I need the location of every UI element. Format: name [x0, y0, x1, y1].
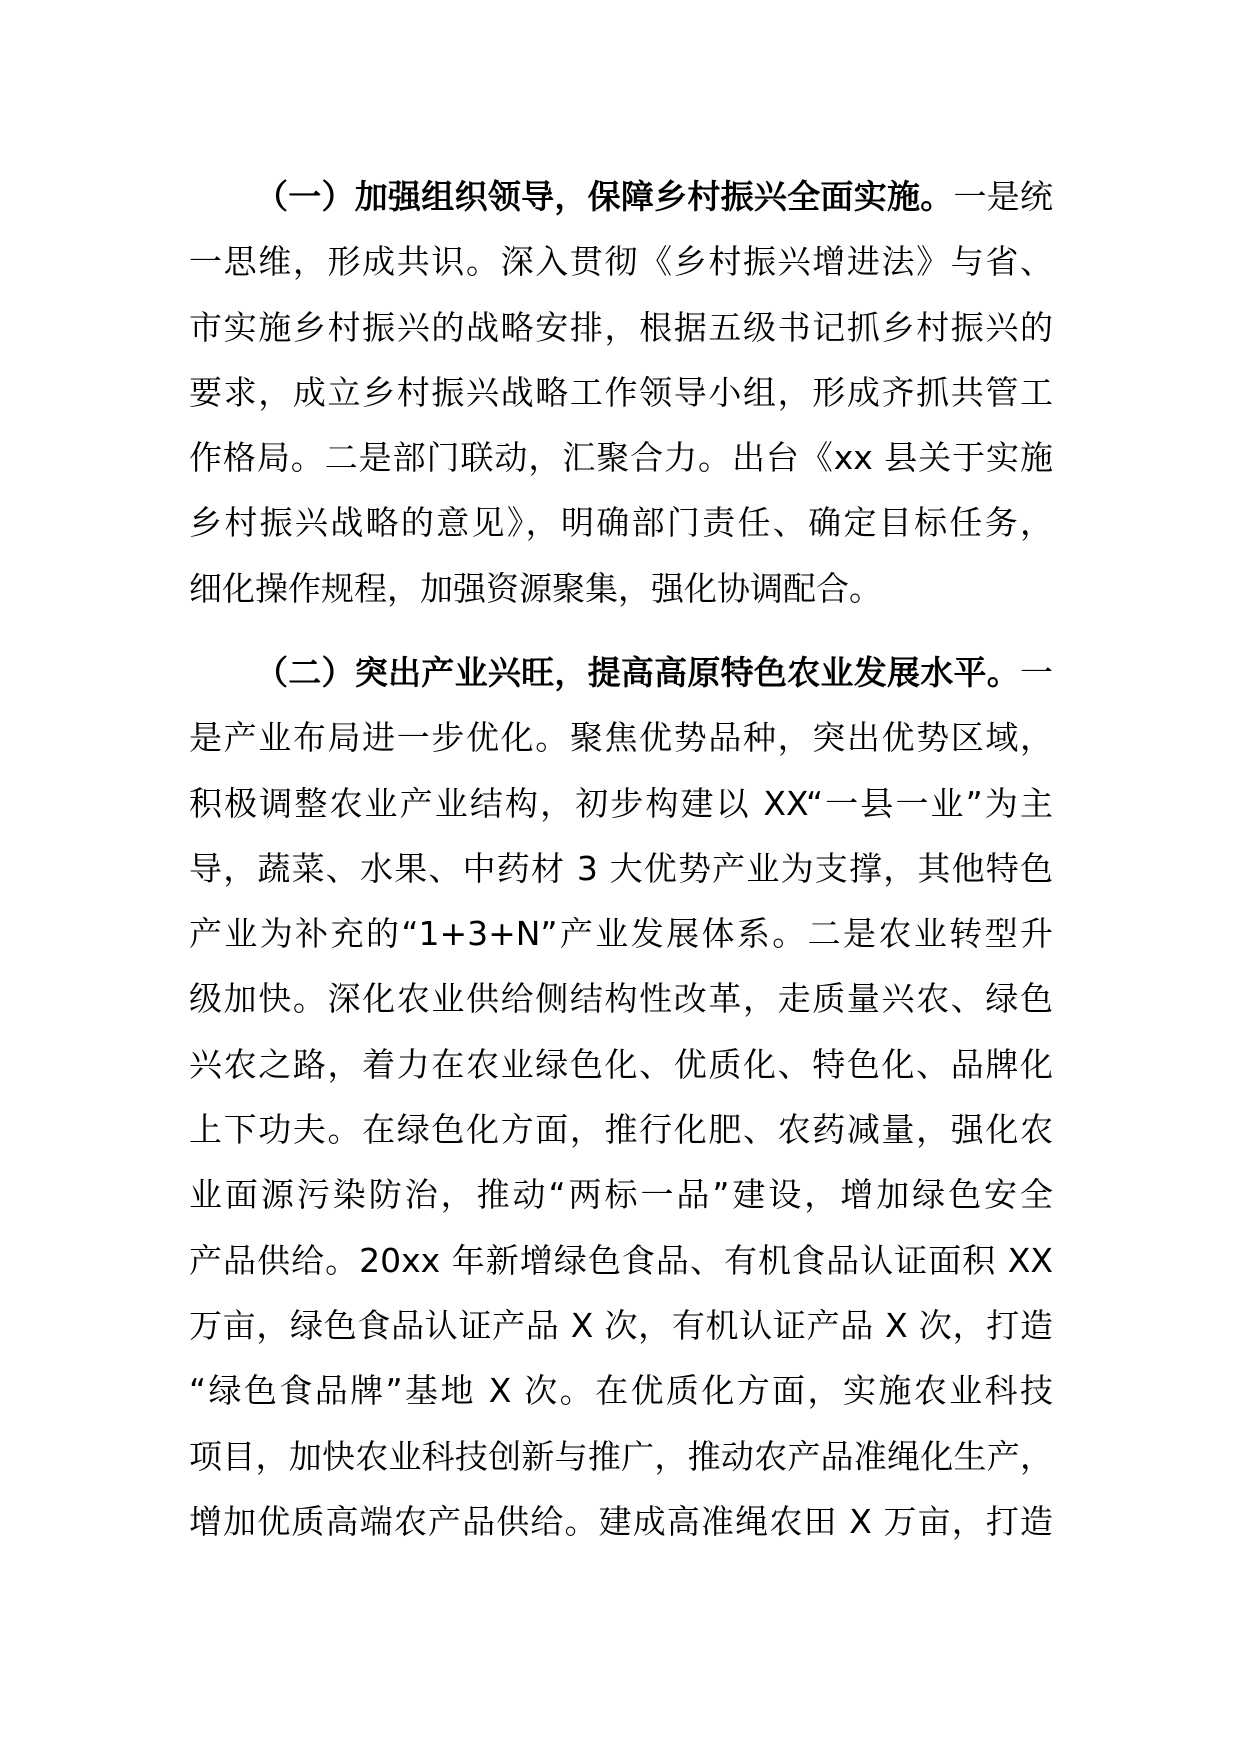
section-heading: （一）加强组织领导，保障乡村振兴全面实施。 [255, 177, 954, 216]
section-1-paragraph [189, 164, 1053, 621]
text-line: 要求，成立乡村振兴战略工作领导小组，形成齐抓共管工 [189, 372, 1053, 412]
text-line: 乡村振兴战略的意见》，明确部门责任、确定目标任务， [189, 503, 1053, 543]
text-line: 上下功夫。在绿色化方面，推行化肥、农药减量，强化农 [189, 1110, 1053, 1150]
text-line: 细化操作规程，加强资源聚集，强化协调配合。 [189, 568, 882, 608]
text-line: “绿色食品牌”基地 X 次。在优质化方面，实施农业科技 [189, 1371, 1053, 1411]
text-line: 市实施乡村振兴的战略安排，根据五级书记抓乡村振兴的 [189, 307, 1053, 347]
text-line: 级加快。深化农业供给侧结构性改革，走质量兴农、绿色 [189, 979, 1053, 1019]
text-line: 是产业布局进一步优化。聚焦优势品种，突出优势区域， [189, 718, 1053, 758]
text-line: 项目，加快农业科技创新与推广，推动农产品准绳化生产， [189, 1436, 1053, 1476]
section-heading: （二）突出产业兴旺，提高高原特色农业发展水平。 [255, 653, 1020, 692]
text-line: 产品供给。20xx 年新增绿色食品、有机食品认证面积 XX [189, 1240, 1053, 1280]
section-2-paragraph [189, 640, 1053, 1554]
text-line: 业面源污染防治，推动“两标一品”建设，增加绿色安全 [189, 1175, 1053, 1215]
text-line: 作格局。二是部门联动，汇聚合力。出台《xx 县关于实施 [189, 438, 1053, 478]
text-line: 万亩，绿色食品认证产品 X 次，有机认证产品 X 次，打造 [189, 1305, 1053, 1345]
text-line [189, 640, 1053, 705]
text-line: 增加优质高端农产品供给。建成高准绳农田 X 万亩，打造 [189, 1501, 1053, 1541]
text-line: 产业为补充的“1+3+N”产业发展体系。二是农业转型升 [189, 914, 1053, 954]
text-line: 一思维，形成共识。深入贯彻《乡村振兴增进法》与省、 [189, 242, 1053, 282]
text-line: 导，蔬菜、水果、中药材 3 大优势产业为支撑，其他特色 [189, 848, 1053, 888]
text-line: 积极调整农业产业结构，初步构建以 XX“一县一业”为主 [189, 783, 1053, 823]
text-line: 兴农之路，着力在农业绿色化、优质化、特色化、品牌化 [189, 1044, 1053, 1084]
text-run: 一是统 [953, 177, 1054, 216]
text-line [189, 164, 1053, 229]
text-run: 一 [1020, 653, 1053, 692]
